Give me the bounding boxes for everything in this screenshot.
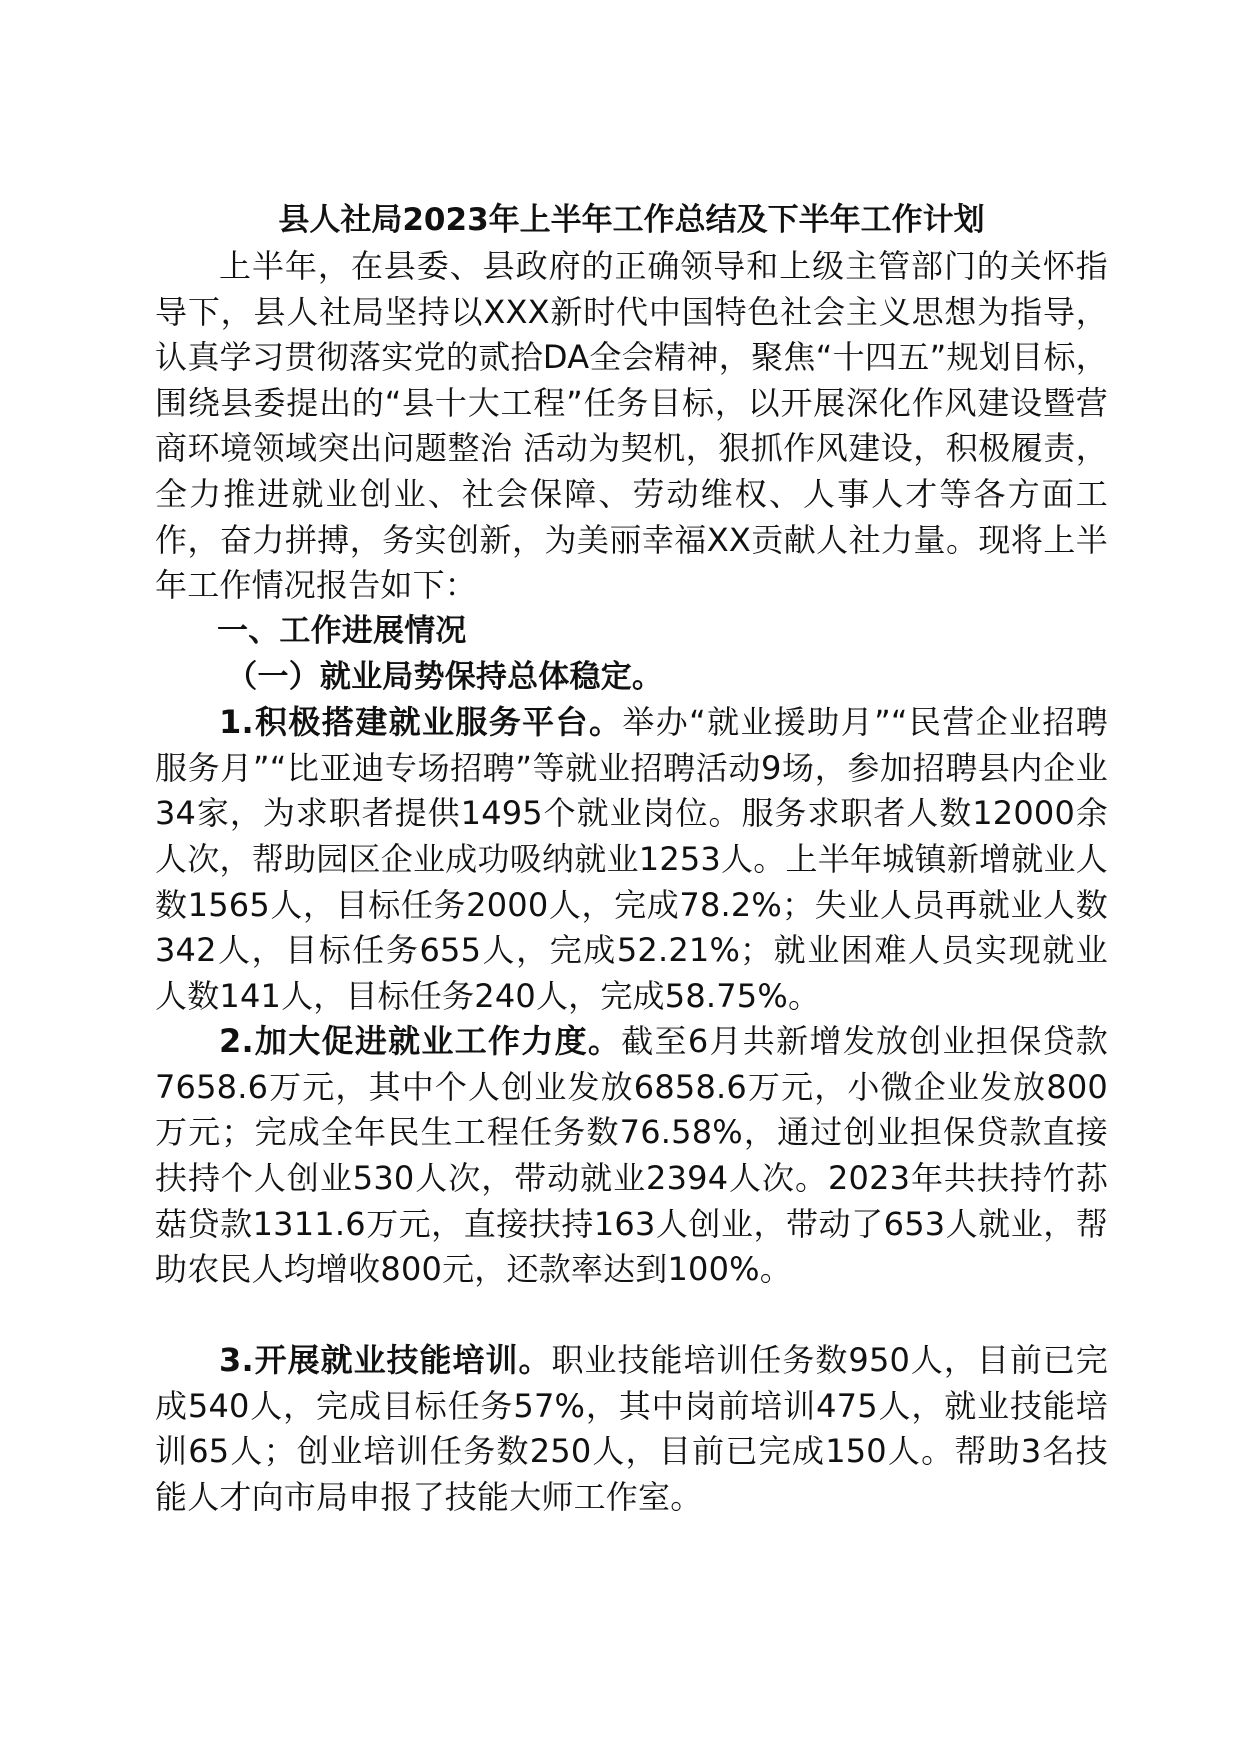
item-lead-2: 2.加大促进就业工作力度。 bbox=[219, 1022, 622, 1061]
intro-paragraph: 上半年，在县委、县政府的正确领导和上级主管部门的关怀指导下，县人社局坚持以XXX新时代中国特色社会主义思想为指导，认真学习贯彻落实党的贰拾DA全会精神，聚焦“十四五”规划目标，围绕县委提出的“县十大工程”任务目标，以开展深化作风建设暨营商环境领域突出问题整治 活动为契机，狠抓作风建设，积极履责，全力推进就业创业、社会保障、劳动维权、人事人才等各方面工作，奋力拼搏，务实创新，为美丽幸福XX贡献人社力量。现将上半年工作情况报告如下： bbox=[155, 247, 1108, 605]
section-heading: 一、工作进展情况 bbox=[217, 613, 467, 649]
document-body bbox=[155, 196, 1108, 1521]
document-title: 县人社局2023年上半年工作总结及下半年工作计划 bbox=[278, 202, 985, 238]
item-paragraph-3 bbox=[155, 1338, 1108, 1520]
item-text-3: 职业技能培训任务数950人，目前已完成540人，完成目标任务57%，其中岗前培训475人，就业技能培训65人；创业培训任务数250人，目前已完成150人。帮助3名技能人才向市局申报了技能大师工作室。 bbox=[155, 1341, 1108, 1516]
item-lead-1: 1.积极搭建就业服务平台。 bbox=[219, 703, 623, 742]
item-text-1: 举办“就业援助月”“民营企业招聘服务月”“比亚迪专场招聘”等就业招聘活动9场，参加招聘县内企业34家，为求职者提供1495个就业岗位。服务求职者人数12000余人次，帮助园区企业成功吸纳就业1253人。上半年城镇新增就业人数1565人，目标任务2000人，完成78.2%；失业人员再就业人数342人，目标任务655人，完成52.21%；就业困难人员实现就业人数141人，目标任务240人，完成58.75%。 bbox=[155, 703, 1109, 1015]
item-paragraph-1 bbox=[155, 700, 1108, 1019]
item-lead-3: 3.开展就业技能培训。 bbox=[219, 1341, 552, 1380]
subsection-heading: （一）就业局势保持总体稳定。 bbox=[226, 658, 664, 695]
item-text-2: 截至6月共新增发放创业担保贷款7658.6万元，其中个人创业发放6858.6万元，小微企业发放800万元；完成全年民生工程任务数76.58%，通过创业担保贷款直接扶持个人创业530人次，带动就业2394人次。2023年共扶持竹荪菇贷款1311.6万元，直接扶持163人创业，带动了653人就业，帮助农民人均增收800元，还款率达到100%。 bbox=[155, 1022, 1108, 1289]
item-paragraph-2 bbox=[155, 1019, 1108, 1338]
